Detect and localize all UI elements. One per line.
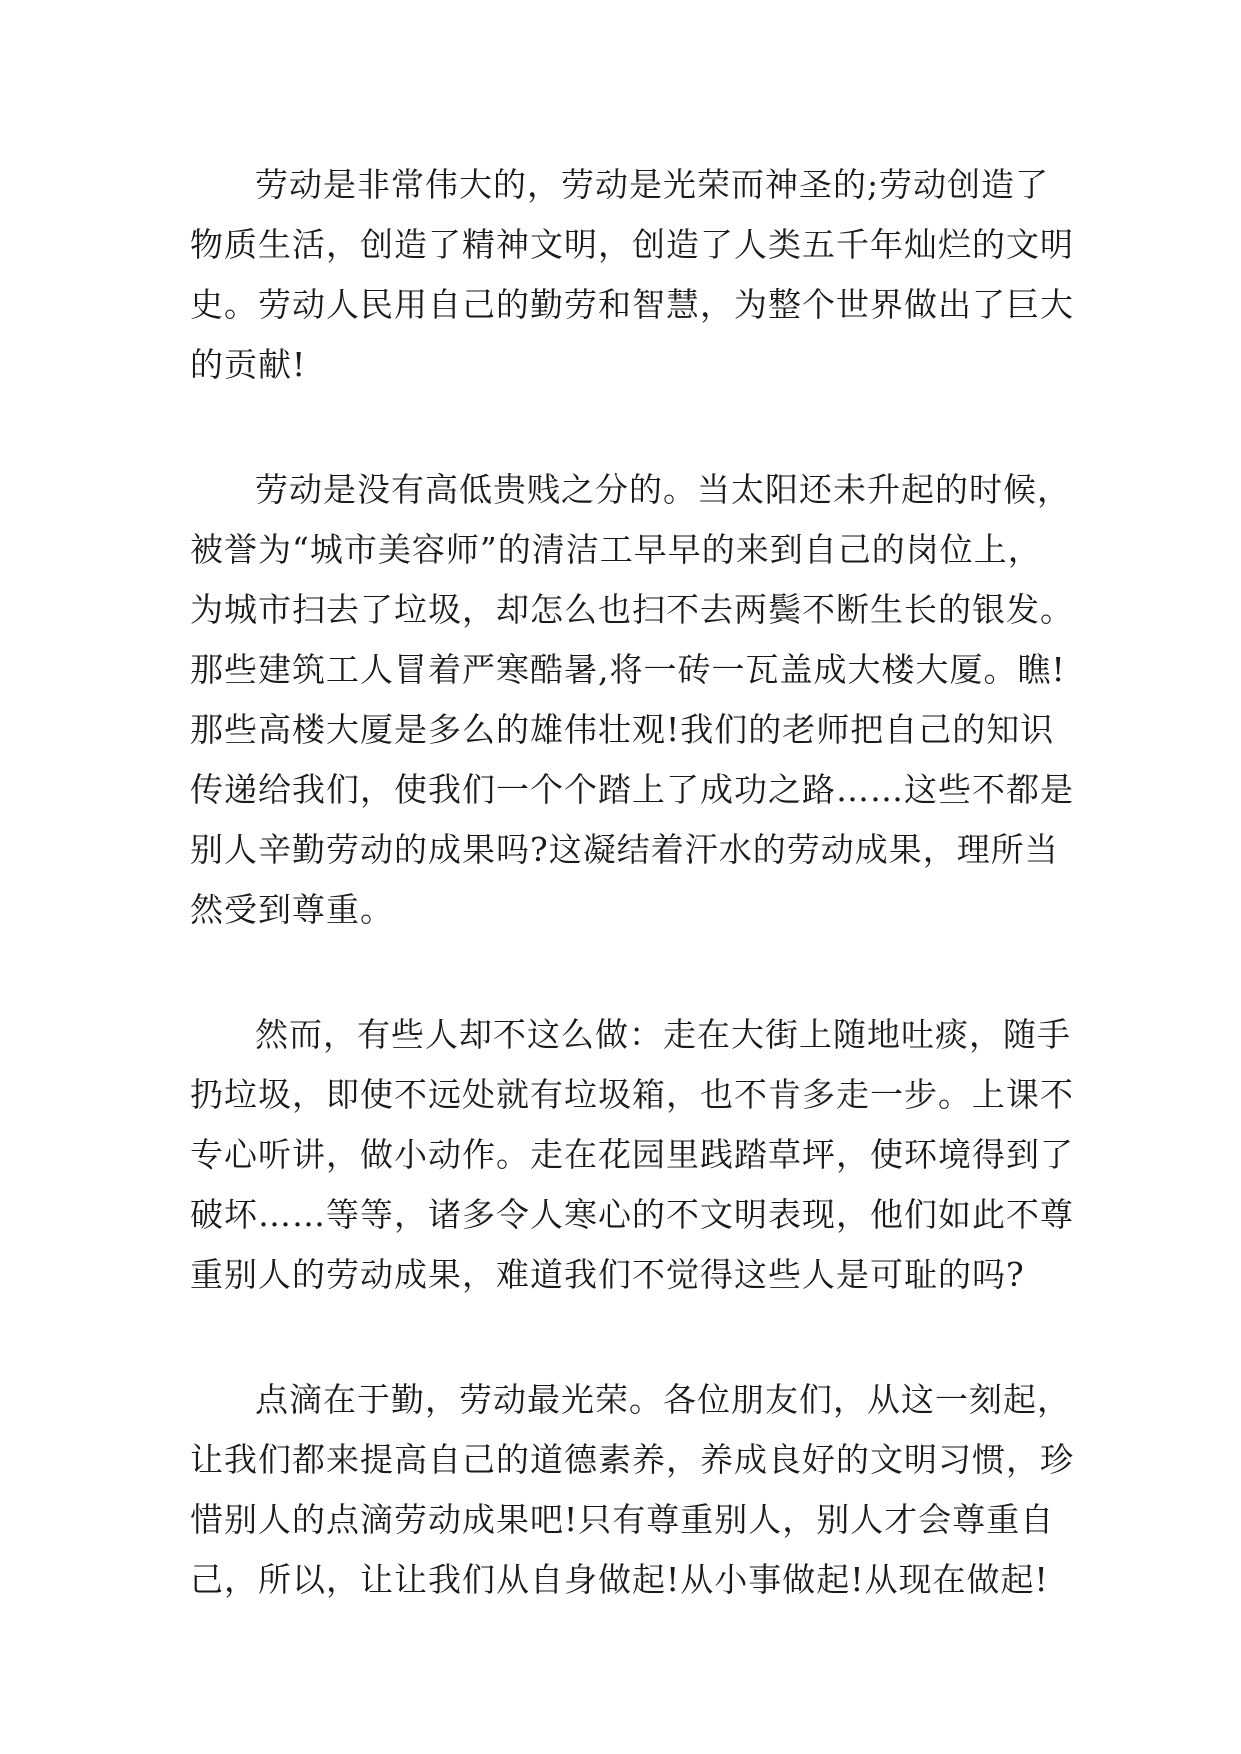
- paragraph-line: 劳动是没有高低贵贱之分的。当太阳还未升起的时候，: [255, 470, 1071, 509]
- paragraph-line: 扔垃圾，即使不远处就有垃圾箱，也不肯多走一步。上课不: [190, 1075, 1074, 1114]
- paragraph-line: 然而，有些人却不这么做：走在大街上随地吐痰，随手: [255, 1015, 1071, 1054]
- paragraph-line: 专心听讲，做小动作。走在花园里践踏草坪，使环境得到了: [190, 1135, 1074, 1174]
- paragraph-line: 物质生活，创造了精神文明，创造了人类五千年灿烂的文明: [190, 225, 1074, 264]
- paragraph-line: 重别人的劳动成果，难道我们不觉得这些人是可耻的吗?: [190, 1255, 1025, 1294]
- paragraph-line: 惜别人的点滴劳动成果吧!只有尊重别人，别人才会尊重自: [190, 1500, 1055, 1539]
- paragraph-line: 己，所以，让让我们从自身做起!从小事做起!从现在做起!: [190, 1560, 1049, 1599]
- paragraph-line: 被誉为“城市美容师”的清洁工早早的来到自己的岗位上，: [190, 530, 1042, 569]
- paragraph-line: 别人辛勤劳动的成果吗?这凝结着汗水的劳动成果，理所当: [190, 830, 1059, 869]
- paragraph-line: 那些建筑工人冒着严寒酷暑,将一砖一瓦盖成大楼大厦。瞧!: [190, 650, 1066, 689]
- paragraph-line: 破坏……等等，诸多令人寒心的不文明表现，他们如此不尊: [190, 1195, 1074, 1234]
- paragraph-line: 为城市扫去了垃圾，却怎么也扫不去两鬓不断生长的银发。: [190, 590, 1074, 629]
- paragraph-line: 的贡献!: [190, 345, 307, 384]
- paragraph-line: 传递给我们，使我们一个个踏上了成功之路……这些不都是: [190, 770, 1074, 809]
- paragraph-line: 然受到尊重。: [190, 890, 394, 929]
- paragraph-line: 那些高楼大厦是多么的雄伟壮观!我们的老师把自己的知识: [190, 710, 1055, 749]
- paragraph-line: 让我们都来提高自己的道德素养，养成良好的文明习惯，珍: [190, 1440, 1074, 1479]
- paragraph-line: 史。劳动人民用自己的勤劳和智慧，为整个世界做出了巨大: [190, 285, 1074, 324]
- paragraph-line: 劳动是非常伟大的，劳动是光荣而神圣的;劳动创造了: [255, 165, 1050, 204]
- paragraph-line: 点滴在于勤，劳动最光荣。各位朋友们，从这一刻起，: [255, 1380, 1071, 1419]
